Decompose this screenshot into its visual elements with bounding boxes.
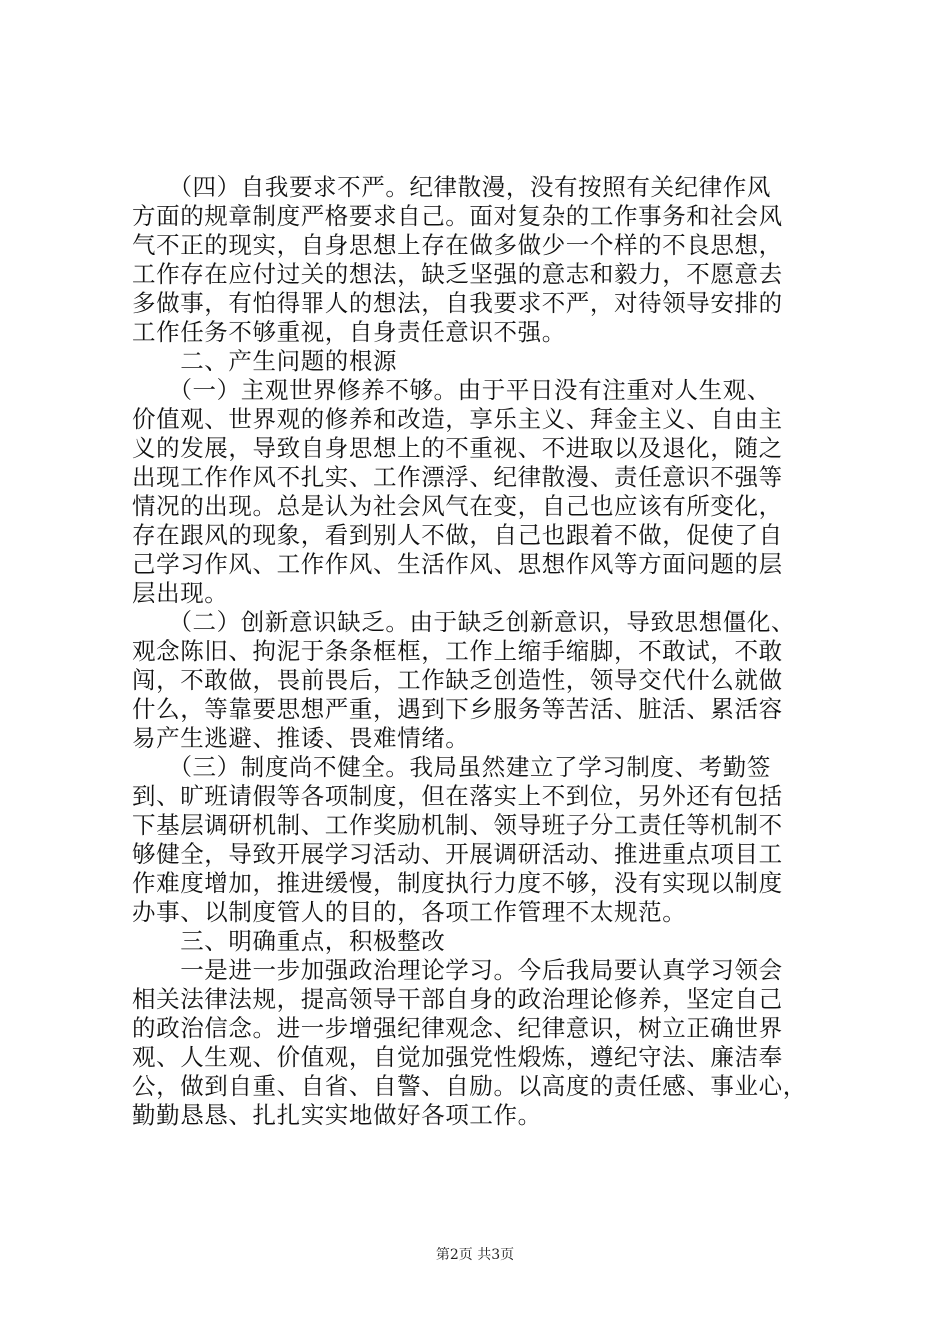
text-line: 情况的出现。总是认为社会风气在变，自己也应该有所变化， (132, 492, 783, 520)
text-line: （一）主观世界修养不够。由于平日没有注重对人生观、 (132, 376, 771, 404)
text-line: 价值观、世界观的修养和改造，享乐主义、拜金主义、自由主 (132, 405, 783, 433)
text-line: 到、旷班请假等各项制度，但在落实上不到位，另外还有包括 (132, 782, 783, 810)
text-line: 相关法律法规，提高领导干部自身的政治理论修养，坚定自己 (132, 985, 783, 1013)
text-line: 多做事，有怕得罪人的想法，自我要求不严，对待领导安排的 (132, 289, 783, 317)
text-line: 义的发展，导致自身思想上的不重视、不进取以及退化，随之 (132, 434, 783, 462)
text-line: 层出现。 (132, 579, 229, 607)
text-line: （二）创新意识缺乏。由于缺乏创新意识，导致思想僵化、 (132, 608, 796, 636)
text-line: 办事、以制度管人的目的，各项工作管理不太规范。 (132, 898, 687, 926)
text-line: 闯，不敢做，畏前畏后，工作缺乏创造性，领导交代什么就做 (132, 666, 783, 694)
text-line: 工作存在应付过关的想法，缺乏坚强的意志和毅力，不愿意去 (132, 260, 783, 288)
text-line: 下基层调研机制、工作奖励机制、领导班子分工责任等机制不 (132, 811, 783, 839)
page-number: 第2页 共3页 (435, 1247, 515, 1263)
text-line: 工作任务不够重视，自身责任意识不强。 (132, 318, 566, 346)
text-line: 勤勤恳恳、扎扎实实地做好各项工作。 (132, 1101, 542, 1129)
text-line: 什么，等靠要思想严重，遇到下乡服务等苦活、脏活、累活容 (132, 695, 783, 723)
text-line: 观念陈旧、拘泥于条条框框，工作上缩手缩脚，不敢试，不敢 (132, 637, 783, 665)
document-body (132, 173, 832, 1130)
text-line: 己学习作风、工作作风、生活作风、思想作风等方面问题的层 (132, 550, 783, 578)
text-line: 存在跟风的现象，看到别人不做，自己也跟着不做，促使了自 (132, 521, 783, 549)
text-line: 一是进一步加强政治理论学习。今后我局要认真学习领会 (132, 956, 783, 984)
text-line: （三）制度尚不健全。我局虽然建立了学习制度、考勤签 (132, 753, 771, 781)
text-line: 观、人生观、价值观，自觉加强党性煅炼，遵纪守法、廉洁奉 (132, 1043, 783, 1071)
section-heading: 三、明确重点，积极整改 (132, 927, 446, 955)
text-line: 气不正的现实，自身思想上存在做多做少一个样的不良思想， (132, 231, 783, 259)
text-line: 易产生逃避、推诿、畏难情绪。 (132, 724, 470, 752)
text-line: 方面的规章制度严格要求自己。面对复杂的工作事务和社会风 (132, 202, 783, 230)
section-heading: 二、产生问题的根源 (132, 347, 398, 375)
text-line: 公，做到自重、自省、自警、自励。以高度的责任感、事业心， (132, 1072, 807, 1100)
text-line: 够健全，导致开展学习活动、开展调研活动、推进重点项目工 (132, 840, 783, 868)
text-line: 作难度增加，推进缓慢，制度执行力度不够，没有实现以制度 (132, 869, 783, 897)
text-line: 的政治信念。进一步增强纪律观念、纪律意识，树立正确世界 (132, 1014, 783, 1042)
text-line: 出现工作作风不扎实、工作漂浮、纪律散漫、责任意识不强等 (132, 463, 783, 491)
text-line: （四）自我要求不严。纪律散漫，没有按照有关纪律作风 (132, 173, 771, 201)
